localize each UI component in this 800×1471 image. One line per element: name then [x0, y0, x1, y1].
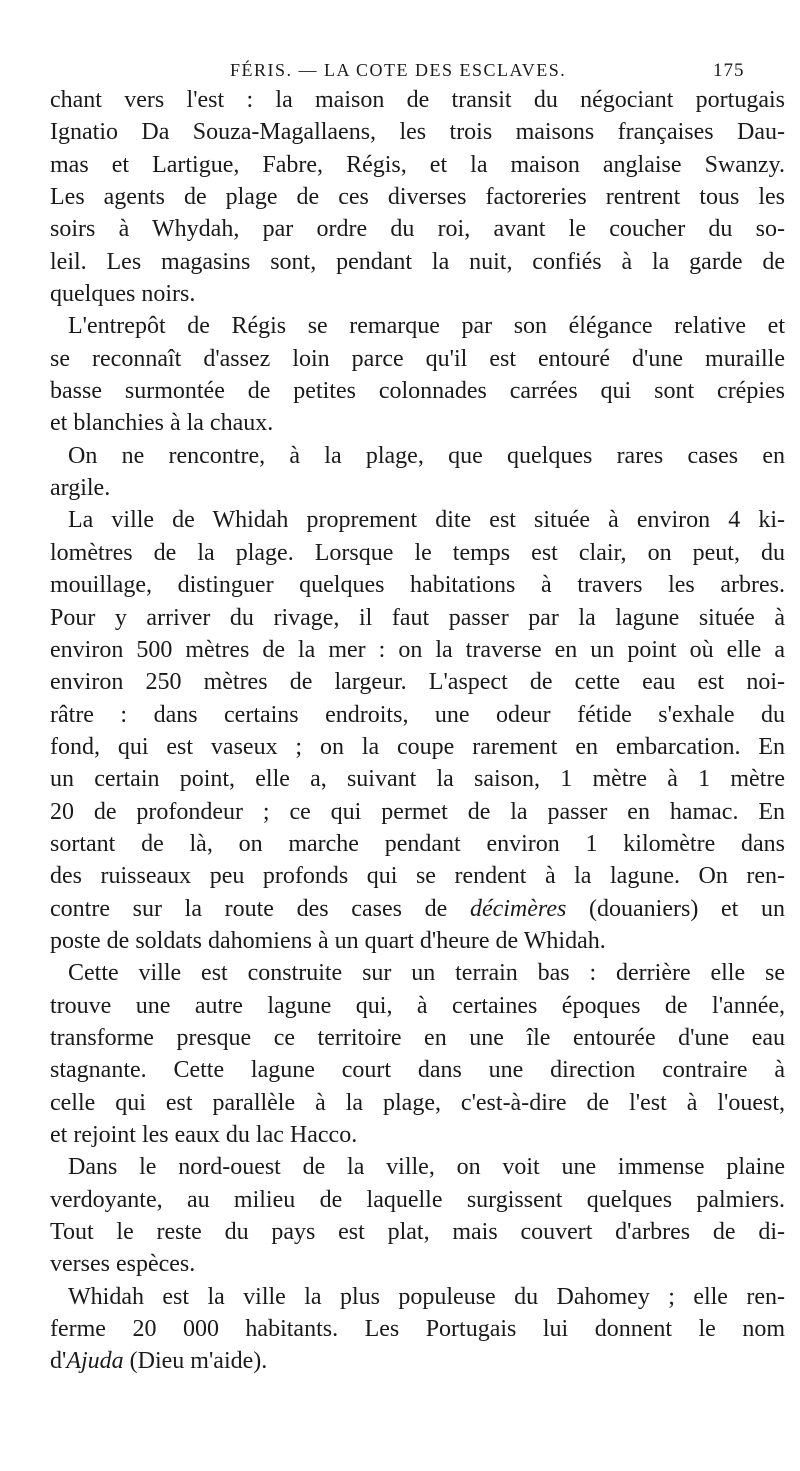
text-line — [50, 84, 785, 116]
text-line — [50, 1119, 785, 1151]
line-text: Tout le reste du pays est plat, mais couvert d'arbres de di- — [50, 1219, 785, 1246]
text-line — [50, 731, 785, 763]
line-text: fond, qui est vaseux ; on la coupe rarement en embarcation. En — [50, 733, 785, 760]
text-line — [50, 116, 785, 148]
text-line — [50, 310, 785, 342]
text-line — [50, 666, 785, 698]
text-line — [50, 957, 785, 989]
line-text: verdoyante, au milieu de laquelle surgissent quelques palmiers. — [50, 1186, 785, 1213]
text-line — [50, 828, 785, 860]
line-text: environ 500 mètres de la mer : on la traverse en un point où elle a — [50, 636, 785, 663]
line-text: mas et Lartigue, Fabre, Régis, et la maison anglaise Swanzy. — [50, 151, 785, 178]
line-text: On ne rencontre, à la plage, que quelques rares cases en — [68, 442, 785, 469]
line-text: un certain point, elle a, suivant la saison, 1 mètre à 1 mètre — [50, 766, 785, 793]
line-text: Dans le nord-ouest de la ville, on voit une immense plaine — [68, 1154, 785, 1181]
text-line — [50, 504, 785, 536]
text-line — [50, 537, 785, 569]
text-line — [50, 343, 785, 375]
text-line — [50, 860, 785, 892]
line-text: transforme presque ce territoire en une île entourée d'une eau — [50, 1024, 785, 1051]
text-line — [50, 569, 785, 601]
line-text: d' — [50, 1348, 67, 1375]
line-text-continued: (douaniers) et un — [566, 895, 785, 922]
text-line — [50, 472, 785, 504]
text-line — [50, 375, 785, 407]
text-line — [50, 1151, 785, 1183]
text-line — [50, 246, 785, 278]
text-line — [50, 1054, 785, 1086]
line-text: verses espèces. — [50, 1251, 196, 1278]
line-text: ferme 20 000 habitants. Les Portugais lui donnent le nom — [50, 1316, 785, 1343]
text-line — [50, 925, 785, 957]
line-text: La ville de Whidah proprement dite est située à environ 4 ki- — [68, 507, 785, 534]
line-text: râtre : dans certains endroits, une odeur fétide s'exhale du — [50, 701, 785, 728]
line-text: Les agents de plage de ces diverses factoreries rentrent tous les — [50, 184, 785, 211]
line-text: sortant de là, on marche pendant environ 1 kilomètre dans — [50, 830, 785, 857]
text-line — [50, 634, 785, 666]
text-line — [50, 149, 785, 181]
text-line — [50, 278, 785, 310]
text-line — [50, 407, 785, 439]
line-text: et blanchies à la chaux. — [50, 410, 274, 437]
line-text: contre sur la route des cases de — [50, 895, 470, 922]
body-text — [50, 84, 785, 1378]
text-line — [50, 1216, 785, 1248]
text-line — [50, 181, 785, 213]
line-text: environ 250 mètres de largeur. L'aspect de cette eau est noi- — [50, 669, 785, 696]
line-text: 20 de profondeur ; ce qui permet de la passer en hamac. En — [50, 798, 785, 825]
line-text: lomètres de la plage. Lorsque le temps est clair, on peut, du — [50, 539, 785, 566]
text-line — [50, 1184, 785, 1216]
text-line — [50, 1087, 785, 1119]
line-text: argile. — [50, 475, 111, 502]
text-line — [50, 1345, 785, 1377]
line-text-continued: (Dieu m'aide). — [123, 1348, 268, 1375]
line-text: celle qui est parallèle à la plage, c'est-à-dire de l'est à l'ouest, — [50, 1089, 785, 1116]
text-line — [50, 990, 785, 1022]
text-line — [50, 602, 785, 634]
line-text: des ruisseaux peu profonds qui se rendent à la lagune. On ren- — [50, 863, 785, 890]
running-head: FÉRIS. — LA COTE DES ESCLAVES. — [230, 60, 567, 80]
line-text: et rejoint les eaux du lac Hacco. — [50, 1122, 358, 1148]
line-text: mouillage, distinguer quelques habitations à travers les arbres. — [50, 572, 785, 599]
text-line — [50, 1313, 785, 1345]
line-text: Cette ville est construite sur un terrain bas : derrière elle se — [68, 960, 785, 987]
text-line — [50, 763, 785, 795]
line-text: Ignatio Da Souza-Magallaens, les trois maisons françaises Dau- — [50, 119, 785, 146]
text-line — [50, 893, 785, 925]
text-line — [50, 796, 785, 828]
text-line — [50, 699, 785, 731]
line-text: leil. Les magasins sont, pendant la nuit, confiés à la garde de — [50, 248, 785, 275]
line-text: trouve une autre lagune qui, à certaines époques de l'année, — [50, 992, 785, 1019]
line-text: soirs à Whydah, par ordre du roi, avant le coucher du so- — [50, 216, 785, 243]
italic-term: décimères — [469, 895, 567, 922]
page-number: 175 — [713, 60, 745, 81]
text-line — [50, 440, 785, 472]
line-text: Whidah est la ville la plus populeuse du Dahomey ; elle ren- — [68, 1283, 785, 1310]
text-line — [50, 1281, 785, 1313]
text-line — [50, 1022, 785, 1054]
line-text: Pour y arriver du rivage, il faut passer par la lagune située à — [50, 604, 785, 631]
line-text: basse surmontée de petites colonnades carrées qui sont crépies — [50, 378, 785, 405]
text-line — [50, 1248, 785, 1280]
line-text: L'entrepôt de Régis se remarque par son élégance relative et — [68, 313, 785, 340]
line-text: poste de soldats dahomiens à un quart d'heure de Whidah. — [50, 927, 606, 954]
line-text: se reconnaît d'assez loin parce qu'il est entouré d'une muraille — [50, 345, 785, 372]
line-text: quelques noirs. — [50, 281, 196, 308]
line-text: stagnante. Cette lagune court dans une direction contraire à — [50, 1057, 785, 1084]
italic-term: Ajuda — [66, 1348, 124, 1375]
text-line — [50, 213, 785, 245]
line-text: chant vers l'est : la maison de transit du négociant portugais — [50, 87, 785, 113]
